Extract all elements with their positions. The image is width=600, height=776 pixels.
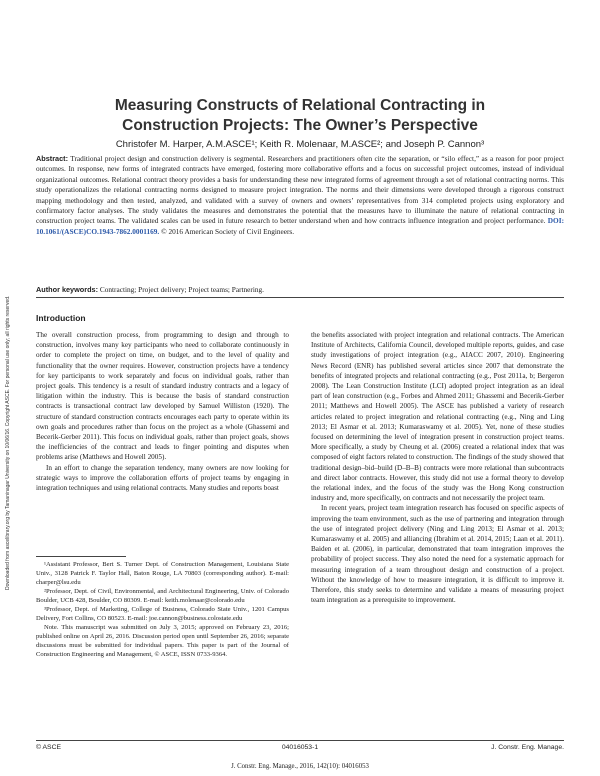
- footnote-1: ¹Assistant Professor, Bert S. Turner Dept. of Construction Management, Louisiana State Univ., 3128 Patrick F. Taylor Hall, Baton Rouge, LA 70803 (corresponding author). E-mail: charper@lsu.edu: [36, 561, 289, 586]
- footer-divider: [36, 740, 564, 741]
- page-footer: [36, 744, 564, 754]
- left-column: [36, 330, 289, 493]
- page-number: 04016053-1: [281, 744, 319, 751]
- doi-link[interactable]: DOI: 10.1061/(ASCE)CO.1943-7862.0001169.: [36, 216, 564, 236]
- abstract-copyright: © 2016 American Society of Civil Engineers.: [161, 226, 295, 236]
- author-list: Christofer M. Harper, A.M.ASCE¹; Keith R. Molenaar, M.ASCE²; and Joseph P. Cannon³: [115, 139, 485, 150]
- journal-name: J. Constr. Eng. Manage.: [491, 744, 564, 751]
- keywords-text: Contracting; Project delivery; Project teams; Partnering.: [99, 285, 264, 294]
- footnote-divider: [36, 556, 126, 557]
- title-line-1: Measuring Constructs of Relational Contracting in: [114, 97, 486, 114]
- author-keywords: [36, 285, 564, 294]
- footnote-3: ³Professor, Dept. of Marketing, College of Business, Colorado State Univ., 1201 Campus Delivery, Fort Collins, CO 80523. E-mail: joe.cannon@business.colostate.edu: [36, 606, 289, 622]
- footnotes: [36, 560, 289, 659]
- abstract: [36, 154, 564, 237]
- section-heading-introduction: Introduction: [36, 313, 86, 323]
- footnote-note: Note. This manuscript was submitted on July 3, 2015; approved on February 23, 2016; published online on April 26, 2016. Discussion period open until September 26, 2016; separate discussions must be submitted for individual papers. This paper is part of the Journal of Construction Engineering and Management, © ASCE, ISSN 0733-9364.: [36, 624, 289, 658]
- footer-copyright: © ASCE: [36, 744, 62, 751]
- intro-paragraph-2: In an effort to change the separation tendency, many owners are now looking for strategic ways to improve the collaboration efforts of project teams by engaging in integration techniques and using relational contracts. Many studies and reports boast: [36, 463, 289, 493]
- keywords-label: Author keywords:: [36, 285, 99, 294]
- download-watermark: Downloaded from ascelibrary.org by Tamaninagar University on 10/06/16. Copyright ASCE. For personal use only; all rights reserved.: [5, 295, 11, 590]
- body-paragraph-2: In recent years, project team integration research has focused on specific aspects of improving the team environment, such as the use of partnering and integration through the use of integrated project delivery (Ning and Ling 2013; El Asmar et al. 2013; Kumaraswamy et al. 2005) and alliancing (Ibrahim et al. 2014, 2015; Laan et al. 2011). Baiden et al. (2006), in particular, demonstrated that team integration improves the probability of project success. They also noted the need for a systematic approach for measuring integration of a team throughout design and construction of a project. Without the knowledge of how to measure integration, it is difficult to improve it. Therefore, this study seeks to determine and validate a means of measuring project team integration as a prerequisite to improvement.: [311, 504, 564, 605]
- paper-title: [40, 96, 560, 136]
- section-divider: [36, 297, 564, 298]
- intro-paragraph-1: The overall construction process, from programming to design and through to construction, involves many key participants who need to collaborate continuously in order to complete the project on time, on budget, and to the level of quality and functionality that the owner requires. However, construction projects have a tendency for key participants to work separately and focus on individual goals, rather than project goals. This tendency is a result of standard industry contracts and a legacy of litigation within the industry. This is because the basis of standard construction contracts is transactional contract law developed by Samuel Williston (1920). The structure of standard construction contracts encourages each party to operate within its own goals and procedures rather than focus on the project as a whole (Ghassemi and Becerik-Gerber 2011). This focus on individual goals, rather than project goals, shows the inefficiencies of the contract and leads to finger pointing and disputes when problems arise (Matthews and Howell 2005).: [36, 331, 289, 462]
- footnote-2: ²Professor, Dept. of Civil, Environmental, and Architectural Engineering, Univ. of Colorado Boulder, UCB 428, Boulder, CO 80309. E-mail: keith.molenaar@colorado.edu: [36, 588, 289, 604]
- abstract-label: Abstract:: [36, 154, 69, 163]
- abstract-text: Traditional project design and construction delivery is segmental. Researchers and practitioners often cite the separation, or “silo effect,” as a reason for poor project outcomes. In response, new forms of integrated contracts have emerged, fostering more collaborative efforts and a focus on successful project outcomes, instead of individual organizational outcomes. Relational contract theory provides a basis for understanding these new integrated forms of agreement through a set of relational contracting norms. This study operationalizes the relational contracting norms designed to measure project integration. The norms and their dimensions were developed through a rigorous construct mapping methodology and then tested, analyzed, and validated with a survey of owners and owners’ representatives from 314 completed projects using exploratory and confirmatory factor analyses. The study validates the measures and demonstrates the potential that the measures have to illuminate the nature of relational contracting in construction project teams. The validated scales can be used in future research to better understand when and how contracts influence integration and project performance.: [36, 154, 564, 226]
- body-paragraph-1: the benefits associated with project integration and relational contracts. The American Institute of Architects, California Council, developed multiple reports, guides, and case study investigations of project integration (e.g., AIACC 2007, 2010). Engineering News Record (ENR) has published several articles since 2007 that demonstrate the benefits of integrated projects and relational contracting (e.g., Post 2011a, b; Bergeron 2008). The Lean Construction Institute (LCI) adopted project integration as an ideal part of lean construction (e.g., Forbes and Ahmed 2011; Ghassemi and Becerik-Gerber 2011; Matthews and Howell 2005). The ASCE has published a variety of research articles related to project integration and relational contracting (e.g., Ning and Ling 2013; El Asmar et al. 2013; Kumaraswamy et al. 2005). Yet, none of these studies focused on determining the level of integration present in construction project teams. More specifically, a study by Cheung et al. (2006) created a relational index that was composed of eight factors related to construction. The findings of the study showed that traditional design–bid–build (D–B–B) contracts were more relational than subcontracts and direct labor contracts. However, this study did not use a formal theory to develop the relational index, and the focus of the study was the Hong Kong construction industry and, more specifically, on contracts and not necessarily the project team.: [311, 331, 564, 503]
- journal-citation: J. Constr. Eng. Manage., 2016, 142(10): 04016053: [231, 763, 369, 770]
- right-column: [311, 330, 564, 605]
- title-line-2: Construction Projects: The Owner’s Perspective: [122, 117, 478, 134]
